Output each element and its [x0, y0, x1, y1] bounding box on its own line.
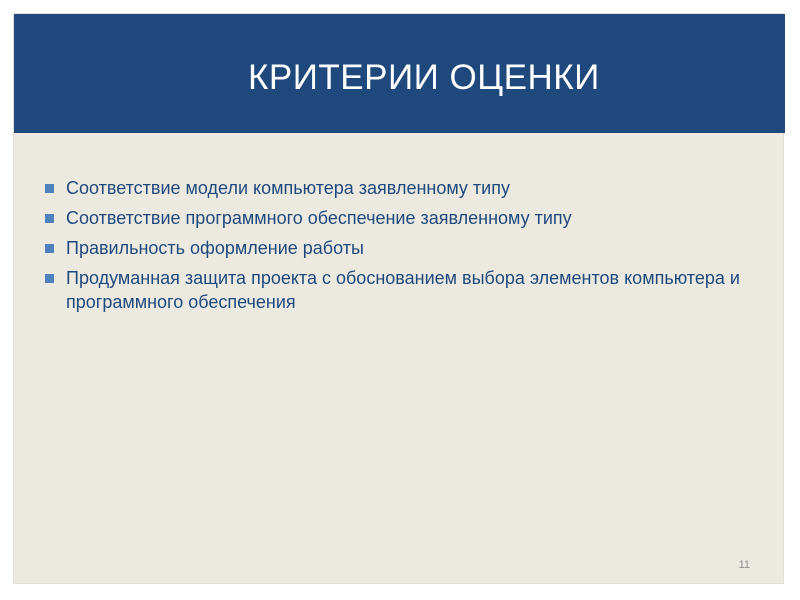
square-bullet-icon: [45, 184, 54, 193]
bullet-item: [44, 206, 744, 230]
bullet-text: Соответствие модели компьютера заявленному типу: [66, 178, 510, 198]
bullet-item: [44, 236, 744, 260]
slide-title: КРИТЕРИИ ОЦЕНКИ: [248, 58, 600, 97]
bullet-list: [44, 176, 744, 320]
bullet-text: Правильность оформление работы: [66, 238, 364, 258]
square-bullet-icon: [45, 244, 54, 253]
bullet-text: Соответствие программного обеспечение заявленному типу: [66, 208, 572, 228]
slide: [13, 13, 784, 584]
bullet-item: [44, 176, 744, 200]
square-bullet-icon: [45, 274, 54, 283]
title-band: [14, 14, 785, 133]
square-bullet-icon: [45, 214, 54, 223]
page-number: 11: [738, 559, 750, 571]
bullet-text: Продуманная защита проекта с обоснованием выбора элементов компьютера и программного обеспечения: [66, 268, 740, 312]
bullet-item: [44, 266, 744, 314]
